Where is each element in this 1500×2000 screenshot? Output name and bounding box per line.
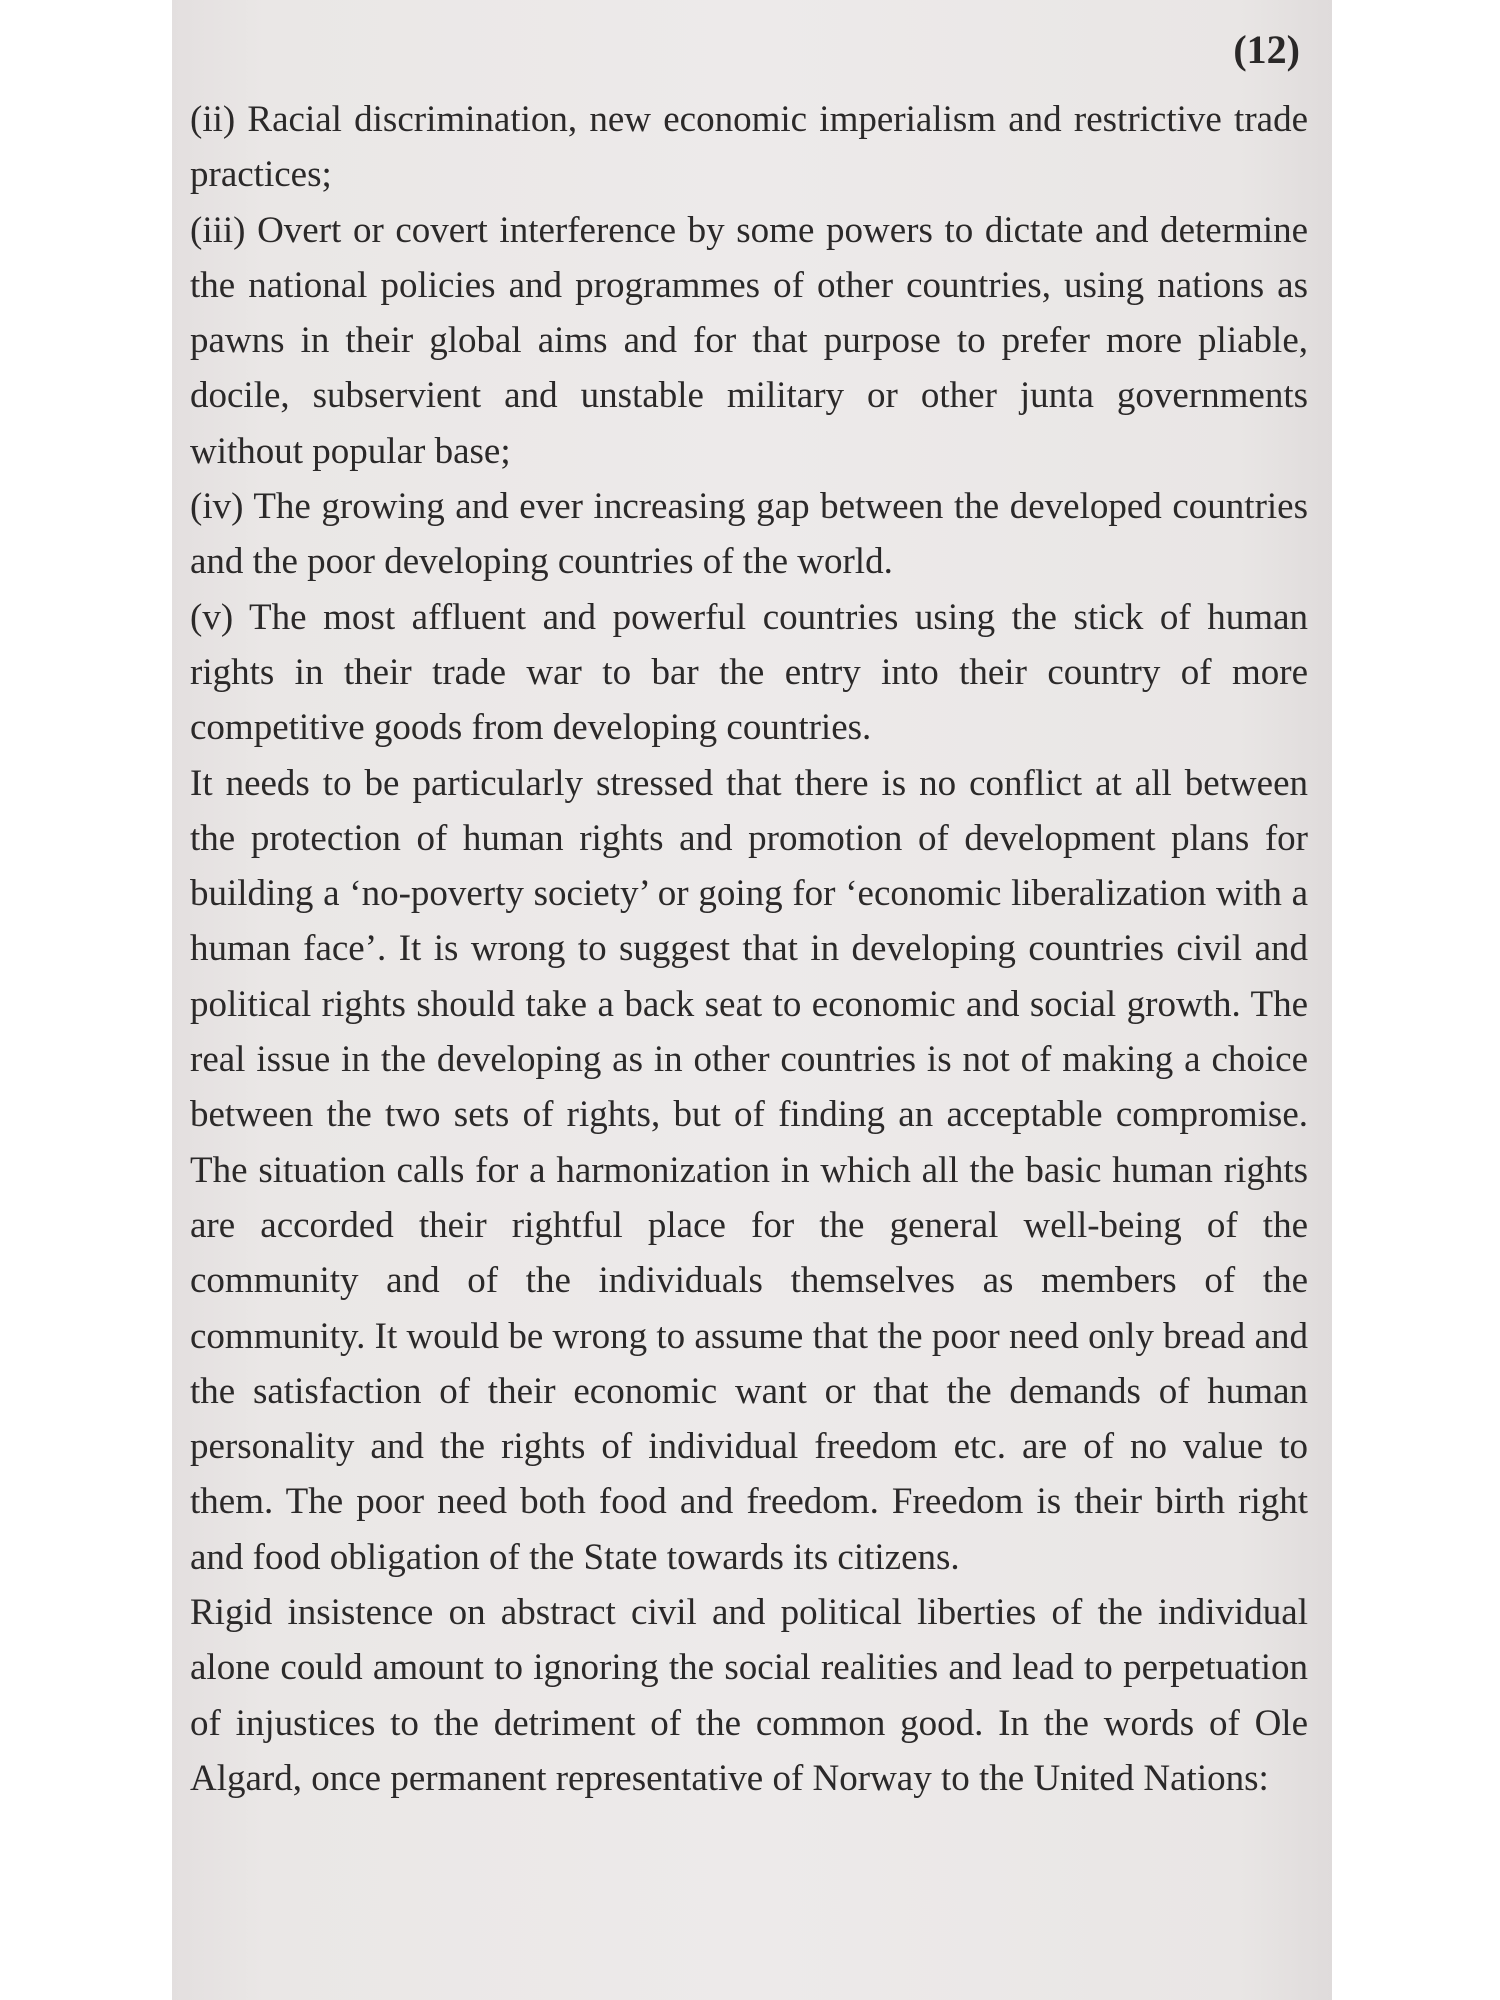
list-item-iii: (iii) Overt or covert interference by some powers to dictate and determine the national policies and programmes of other countries, using nations as pawns in their global aims and for that purpose to prefer more pliable, docile, subservient and unstable military or other junta governments without popular base; — [190, 209, 1308, 472]
list-item-iv: (iv) The growing and ever increasing gap between the developed countries and the poor developing countries of the world. — [190, 486, 1308, 583]
list-item-ii: (ii) Racial discrimination, new economic imperialism and restrictive trade practices; — [190, 99, 1308, 196]
document-page — [172, 0, 1332, 2000]
body-text — [190, 92, 1308, 1806]
page-number: (12) — [1233, 27, 1300, 72]
paragraph-no-conflict: It needs to be particularly stressed that there is no conflict at all between the protection of human rights and promotion of development plans for building a ‘no-poverty society’ or going for ‘economic liberalization with a human face’. It is wrong to suggest that in developing countries civil and political rights should take a back seat to economic and social growth. The real issue in the developing as in other countries is not of making a choice between the two sets of rights, but of finding an acceptable compromise. The situation calls for a harmonization in which all the basic human rights are accorded their rightful place for the general well-being of the community and of the individuals themselves as members of the community. It would be wrong to assume that the poor need only bread and the satisfaction of their economic want or that the demands of human personality and the rights of individual freedom etc. are of no value to them. The poor need both food and freedom. Freedom is their birth right and food obligation of the State towards its citizens. — [190, 762, 1308, 1578]
paragraph-rigid-insistence: Rigid insistence on abstract civil and political liberties of the individual alone could amount to ignoring the social realities and lead to perpetuation of injustices to the detriment of the common good. In the words of Ole Algard, once permanent representative of Norway to the United Nations: — [190, 1592, 1308, 1799]
list-item-v: (v) The most affluent and powerful countries using the stick of human rights in their trade war to bar the entry into their country of more competitive goods from developing countries. — [190, 596, 1308, 749]
